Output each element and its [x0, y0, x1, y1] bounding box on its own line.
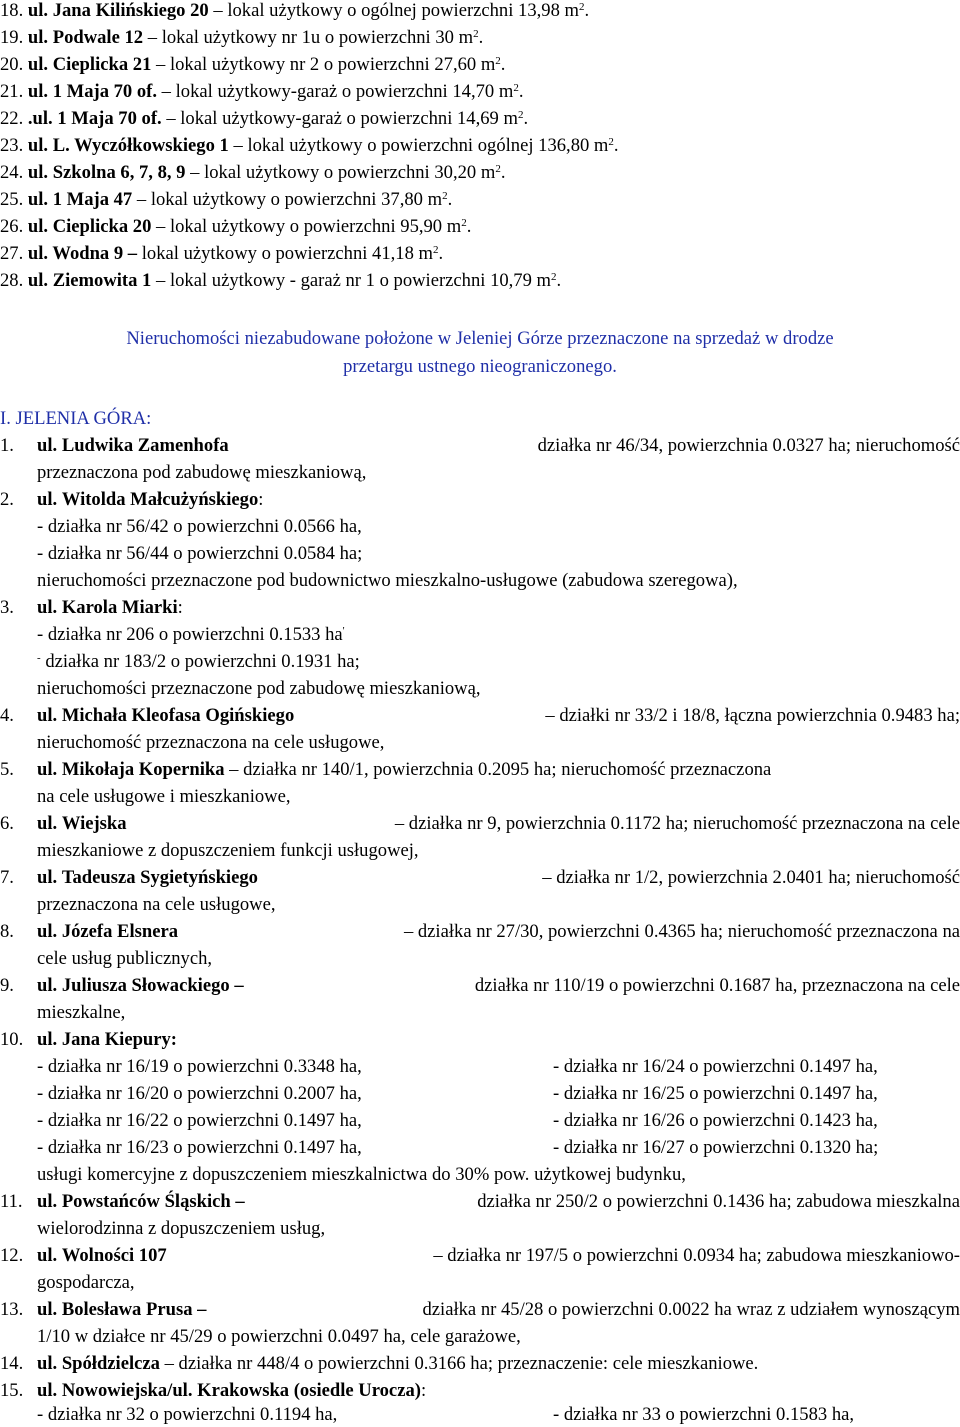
plot-line: - działka nr 56/42 o powierzchni 0.0566 ha, [37, 516, 362, 537]
address: ul. Jana Kilińskiego 20 [27, 0, 209, 21]
superscript: 2 [579, 1, 585, 13]
list-item [0, 216, 960, 239]
description-line: mieszkalne, [37, 1002, 126, 1023]
street-prefix: ul. [37, 597, 58, 618]
period: . [523, 108, 529, 129]
address: ul. Cieplicka 21 [27, 54, 152, 75]
street-prefix: ul. [37, 759, 58, 780]
plot-left: - działka nr 16/20 o powierzchni 0.2007 ha, [37, 1083, 362, 1104]
item-number: 14. [0, 1353, 24, 1374]
item-number: 24. [0, 162, 24, 183]
item-number: 4. [0, 705, 14, 726]
item-number: 18. [0, 0, 24, 21]
item-number: 11. [0, 1191, 23, 1212]
street-prefix: ul. [37, 1191, 58, 1212]
address: Wolności 107 [61, 1245, 167, 1266]
description-line: wielorodzinna z dopuszczeniem usług, [37, 1218, 326, 1239]
plot-left: - działka nr 16/19 o powierzchni 0.3348 ha, [37, 1056, 362, 1077]
description: – lokal użytkowy o ogólnej powierzchni 13,98 m [208, 0, 579, 21]
plot-row [0, 1137, 960, 1160]
address: Michała Kleofasa Ogińskiego [61, 705, 295, 726]
plot-left: - działka nr 16/23 o powierzchni 0.1497 ha, [37, 1137, 362, 1158]
period: . [518, 81, 524, 102]
address: Ludwika Zamenhofa [61, 435, 229, 456]
period: . [584, 0, 590, 21]
superscript: 2 [513, 82, 519, 94]
description-line: gospodarcza, [37, 1272, 135, 1293]
superscript: 2 [495, 163, 501, 175]
plot-line [37, 624, 960, 647]
description-line: 1/10 w działce nr 45/29 o powierzchni 0.0497 ha, cele garażowe, [37, 1326, 521, 1347]
stray-mark: - [37, 652, 41, 664]
list-item [0, 597, 960, 620]
description: – działka nr 140/1, powierzchnia 0.2095 ha; nieruchomość przeznaczona [224, 759, 772, 780]
superscript: 2 [551, 271, 557, 283]
description: działka nr 45/28 o powierzchni 0.0022 ha wraz z udziałem wynoszącym [422, 1299, 960, 1320]
street-prefix: ul. [37, 867, 58, 888]
superscript: 2 [473, 28, 479, 40]
superscript: 2 [442, 190, 448, 202]
colon: : [258, 489, 264, 510]
item-number: 6. [0, 813, 14, 834]
list-item [0, 1245, 960, 1268]
description: – lokal użytkowy o powierzchni ogólnej 136,80 m [228, 135, 609, 156]
period: . [478, 27, 484, 48]
plot-left: - działka nr 16/22 o powierzchni 0.1497 ha, [37, 1110, 362, 1131]
item-number: 26. [0, 216, 24, 237]
list-item [0, 1029, 960, 1052]
address: ul. Ziemowita 1 [27, 270, 152, 291]
address: ul. L. Wyczółkowskiego 1 [27, 135, 229, 156]
list-item [0, 1191, 960, 1214]
item-number: 1. [0, 435, 14, 456]
list-item [0, 435, 960, 458]
description-line: nieruchomość przeznaczona na cele usługowe, [37, 732, 385, 753]
plot-line [37, 651, 960, 674]
item-number: 3. [0, 597, 14, 618]
description: – działka nr 197/5 o powierzchni 0.0934 ha; zabudowa mieszkaniowo- [433, 1245, 960, 1266]
section-title: I. JELENIA GÓRA: [0, 408, 152, 429]
item-number: 20. [0, 54, 24, 75]
plot-right: - działka nr 16/24 o powierzchni 0.1497 ha, [553, 1056, 878, 1077]
item-number: 13. [0, 1299, 24, 1320]
description: – działka nr 9, powierzchnia 0.1172 ha; nieruchomość przeznaczona na cele [394, 813, 960, 834]
plot-left: - działka nr 32 o powierzchni 0.1194 ha, [37, 1404, 338, 1425]
address: Spółdzielcza [61, 1353, 160, 1374]
list-item [0, 162, 960, 185]
list-item [0, 489, 960, 512]
item-number: 10. [0, 1029, 24, 1050]
description: działka nr 250/2 o powierzchni 0.1436 ha; zabudowa mieszkalna [477, 1191, 960, 1212]
item-number: 15. [0, 1380, 24, 1401]
street-prefix: ul. [37, 1353, 58, 1374]
description: – działka nr 448/4 o powierzchni 0.3166 ha; przeznaczenie: cele mieszkaniowe. [159, 1353, 759, 1374]
description: lokal użytkowy o powierzchni 41,18 m [137, 243, 434, 264]
list-item [0, 27, 960, 50]
address: ul. Szkolna 6, 7, 8, 9 [27, 162, 186, 183]
address: Mikołaja Kopernika [61, 759, 225, 780]
item-number: 22. [0, 108, 24, 129]
description: działka nr 110/19 o powierzchni 0.1687 ha, przeznaczona na cele [474, 975, 960, 996]
plot-row [0, 1404, 960, 1427]
list-item [0, 270, 960, 293]
item-number: 25. [0, 189, 24, 210]
list-item [0, 921, 960, 944]
item-number: 2. [0, 489, 14, 510]
description: – lokal użytkowy o powierzchni 37,80 m [132, 189, 443, 210]
description: – lokal użytkowy-garaż o powierzchni 14,70 m [157, 81, 514, 102]
plot-right: - działka nr 16/26 o powierzchni 0.1423 ha, [553, 1110, 878, 1131]
address: Tadeusza Sygietyńskiego [61, 867, 258, 888]
list-item [0, 81, 960, 104]
section-heading-line-2: przetargu ustnego nieograniczonego. [343, 356, 617, 377]
description-line: cele usług publicznych, [37, 948, 213, 969]
list-item [0, 135, 960, 158]
list-item [0, 1299, 960, 1322]
address: ul. 1 Maja 70 of. [27, 81, 158, 102]
address: Józefa Elsnera [61, 921, 178, 942]
address: Wiejska [61, 813, 127, 834]
period: . [556, 270, 562, 291]
street-prefix: ul. [37, 705, 58, 726]
period: . [500, 162, 506, 183]
list-item [0, 0, 960, 23]
address: Jana Kiepury: [61, 1029, 177, 1050]
description-line: przeznaczona pod zabudowę mieszkaniową, [37, 462, 367, 483]
list-item [0, 705, 960, 728]
street-prefix: ul. [37, 813, 58, 834]
plot-right: - działka nr 33 o powierzchni 0.1583 ha, [553, 1404, 855, 1425]
period: . [500, 54, 506, 75]
address: ul. 1 Maja 47 [27, 189, 133, 210]
street-prefix: ul. [37, 1245, 58, 1266]
list-item [0, 54, 960, 77]
item-number: 9. [0, 975, 14, 996]
period: . [466, 216, 472, 237]
list-item [0, 243, 960, 266]
address: Bolesława Prusa – [61, 1299, 207, 1320]
description-line: nieruchomości przeznaczone pod zabudowę mieszkaniową, [37, 678, 481, 699]
plot-row [0, 1083, 960, 1106]
item-number: 7. [0, 867, 14, 888]
description-line: przeznaczona na cele usługowe, [37, 894, 276, 915]
period: . [438, 243, 444, 264]
address: ul. Wodna 9 – [27, 243, 138, 264]
description-line: usługi komercyjne z dopuszczeniem mieszkalnictwa do 30% pow. użytkowej budynku, [37, 1164, 686, 1185]
superscript: 2 [517, 109, 524, 121]
list-item [0, 189, 960, 212]
address: Powstańców Śląskich – [61, 1191, 245, 1212]
description: – lokal użytkowy o powierzchni 95,90 m [151, 216, 462, 237]
description-line: na cele usługowe i mieszkaniowe, [37, 786, 291, 807]
plot-line: - działka nr 56/44 o powierzchni 0.0584 ha; [37, 543, 363, 564]
superscript: 2 [433, 244, 439, 256]
item-number: 12. [0, 1245, 24, 1266]
plot-right: - działka nr 16/27 o powierzchni 0.1320 ha; [553, 1137, 879, 1158]
description: – lokal użytkowy nr 1u o powierzchni 30 m [143, 27, 474, 48]
address: Karola Miarki [61, 597, 178, 618]
plot-right: - działka nr 16/25 o powierzchni 0.1497 ha, [553, 1083, 878, 1104]
description-line: nieruchomości przeznaczone pod budownictwo mieszkalno-usługowe (zabudowa szeregowa), [37, 570, 738, 591]
address: Juliusza Słowackiego – [61, 975, 244, 996]
colon: : [420, 1380, 427, 1401]
description-line: mieszkaniowe z dopuszczeniem funkcji usługowej, [37, 840, 419, 861]
description: – działka nr 1/2, powierzchnia 2.0401 ha; nieruchomość [542, 867, 960, 888]
plot-text: - działka nr 206 o powierzchni 0.1533 ha [37, 624, 343, 645]
description: – lokal użytkowy-garaż o powierzchni 14,69 m [161, 108, 518, 129]
list-item [0, 813, 960, 836]
description: – działka nr 27/30, powierzchni 0.4365 ha; nieruchomość przeznaczona na [403, 921, 960, 942]
section-heading-line-1: Nieruchomości niezabudowane położone w Jeleniej Górze przeznaczone na sprzedaż w drodze [126, 328, 834, 349]
list-item [0, 108, 960, 131]
item-number: 23. [0, 135, 24, 156]
list-item [0, 867, 960, 890]
superscript: 2 [461, 217, 467, 229]
description: – działki nr 33/2 i 18/8, łączna powierzchnia 0.9483 ha; [545, 705, 960, 726]
street-prefix: ul. [37, 975, 58, 996]
superscript: 2 [608, 136, 614, 148]
item-number: 21. [0, 81, 24, 102]
period: . [447, 189, 453, 210]
street-prefix: ul. [37, 435, 58, 456]
plot-row [0, 1056, 960, 1079]
list-item [0, 975, 960, 998]
item-number: 28. [0, 270, 24, 291]
street-prefix: ul. [37, 1380, 58, 1401]
street-prefix: ul. [37, 1029, 58, 1050]
item-number: 19. [0, 27, 24, 48]
address: ul. Podwale 12 [27, 27, 144, 48]
street-prefix: ul. [37, 921, 58, 942]
description: – lokal użytkowy o powierzchni 30,20 m [185, 162, 496, 183]
description: – lokal użytkowy - garaż nr 1 o powierzchni 10,79 m [151, 270, 552, 291]
street-prefix: ul. [37, 1299, 58, 1320]
stray-mark: ' [342, 625, 345, 637]
item-number: 5. [0, 759, 14, 780]
plot-row [0, 1110, 960, 1133]
superscript: 2 [495, 55, 501, 67]
plot-text: działka nr 183/2 o powierzchni 0.1931 ha; [40, 651, 360, 672]
street-prefix: ul. [37, 489, 58, 510]
item-number: 8. [0, 921, 14, 942]
item-number: 27. [0, 243, 24, 264]
address: Nowowiejska/ul. Krakowska (osiedle Urocza) [61, 1380, 421, 1401]
period: . [613, 135, 619, 156]
address: Witolda Małcużyńskiego [61, 489, 259, 510]
address: ul. Cieplicka 20 [27, 216, 152, 237]
description: – lokal użytkowy nr 2 o powierzchni 27,60 m [151, 54, 496, 75]
list-item [0, 1353, 960, 1376]
description: działka nr 46/34, powierzchnia 0.0327 ha; nieruchomość [537, 435, 960, 456]
colon: : [177, 597, 183, 618]
list-item [0, 759, 960, 782]
address: .ul. 1 Maja 70 of. [27, 108, 162, 129]
list-item [0, 1380, 960, 1403]
